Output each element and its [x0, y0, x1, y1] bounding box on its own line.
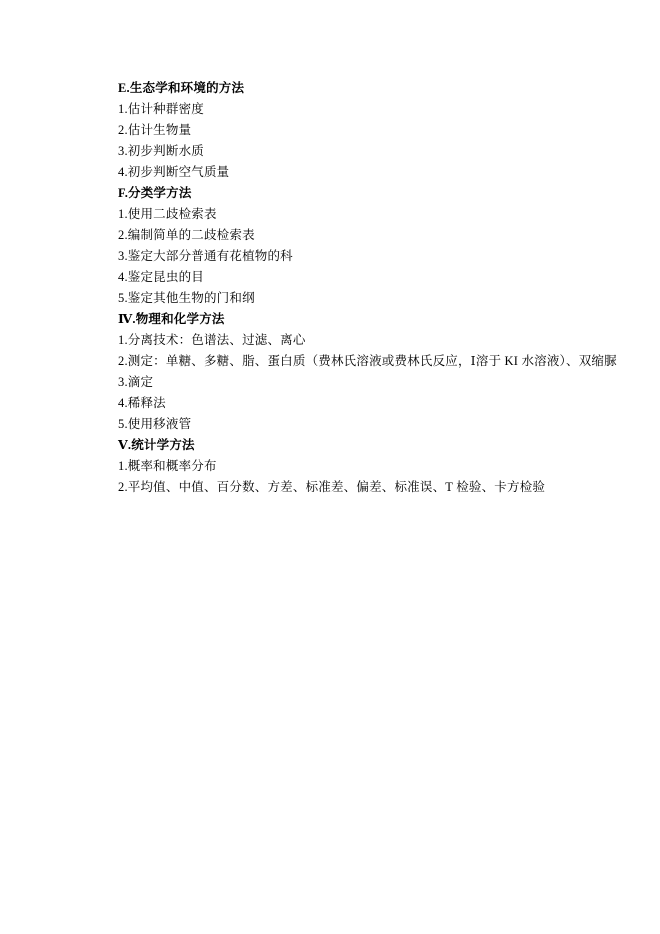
list-item: 3.滴定: [118, 375, 154, 389]
list-item: 2.测定：单糖、多糖、脂、蛋白质（费林氏溶液或费林氏反应，Ⅰ溶于 KI 水溶液）、双缩脲: [118, 354, 617, 368]
section-heading-e: E.生态学和环境的方法: [118, 81, 245, 95]
list-item: 1.分离技术：色谱法、过滤、离心: [118, 333, 306, 347]
section-heading-iv: Ⅳ.物理和化学方法: [118, 312, 225, 326]
document-body: [118, 78, 618, 498]
list-item: 2.估计生物量: [118, 123, 192, 137]
list-item: 2.编制简单的二歧检索表: [118, 228, 255, 242]
list-item: 1.使用二歧检索表: [118, 207, 217, 221]
list-item: 1.估计种群密度: [118, 102, 204, 116]
section-heading-v: Ⅴ.统计学方法: [118, 438, 195, 452]
section-heading-f: F.分类学方法: [118, 186, 192, 200]
list-item: 2.平均值、中值、百分数、方差、标准差、偏差、标准误、T 检验、卡方检验: [118, 480, 546, 494]
list-item: 5.使用移液管: [118, 417, 192, 431]
list-item: 3.初步判断水质: [118, 144, 204, 158]
list-item: 4.初步判断空气质量: [118, 165, 230, 179]
list-item: 3.鉴定大部分普通有花植物的科: [118, 249, 293, 263]
list-item: 5.鉴定其他生物的门和纲: [118, 291, 255, 305]
list-item: 4.稀释法: [118, 396, 166, 410]
list-item: 4.鉴定昆虫的目: [118, 270, 204, 284]
list-item: 1.概率和概率分布: [118, 459, 217, 473]
